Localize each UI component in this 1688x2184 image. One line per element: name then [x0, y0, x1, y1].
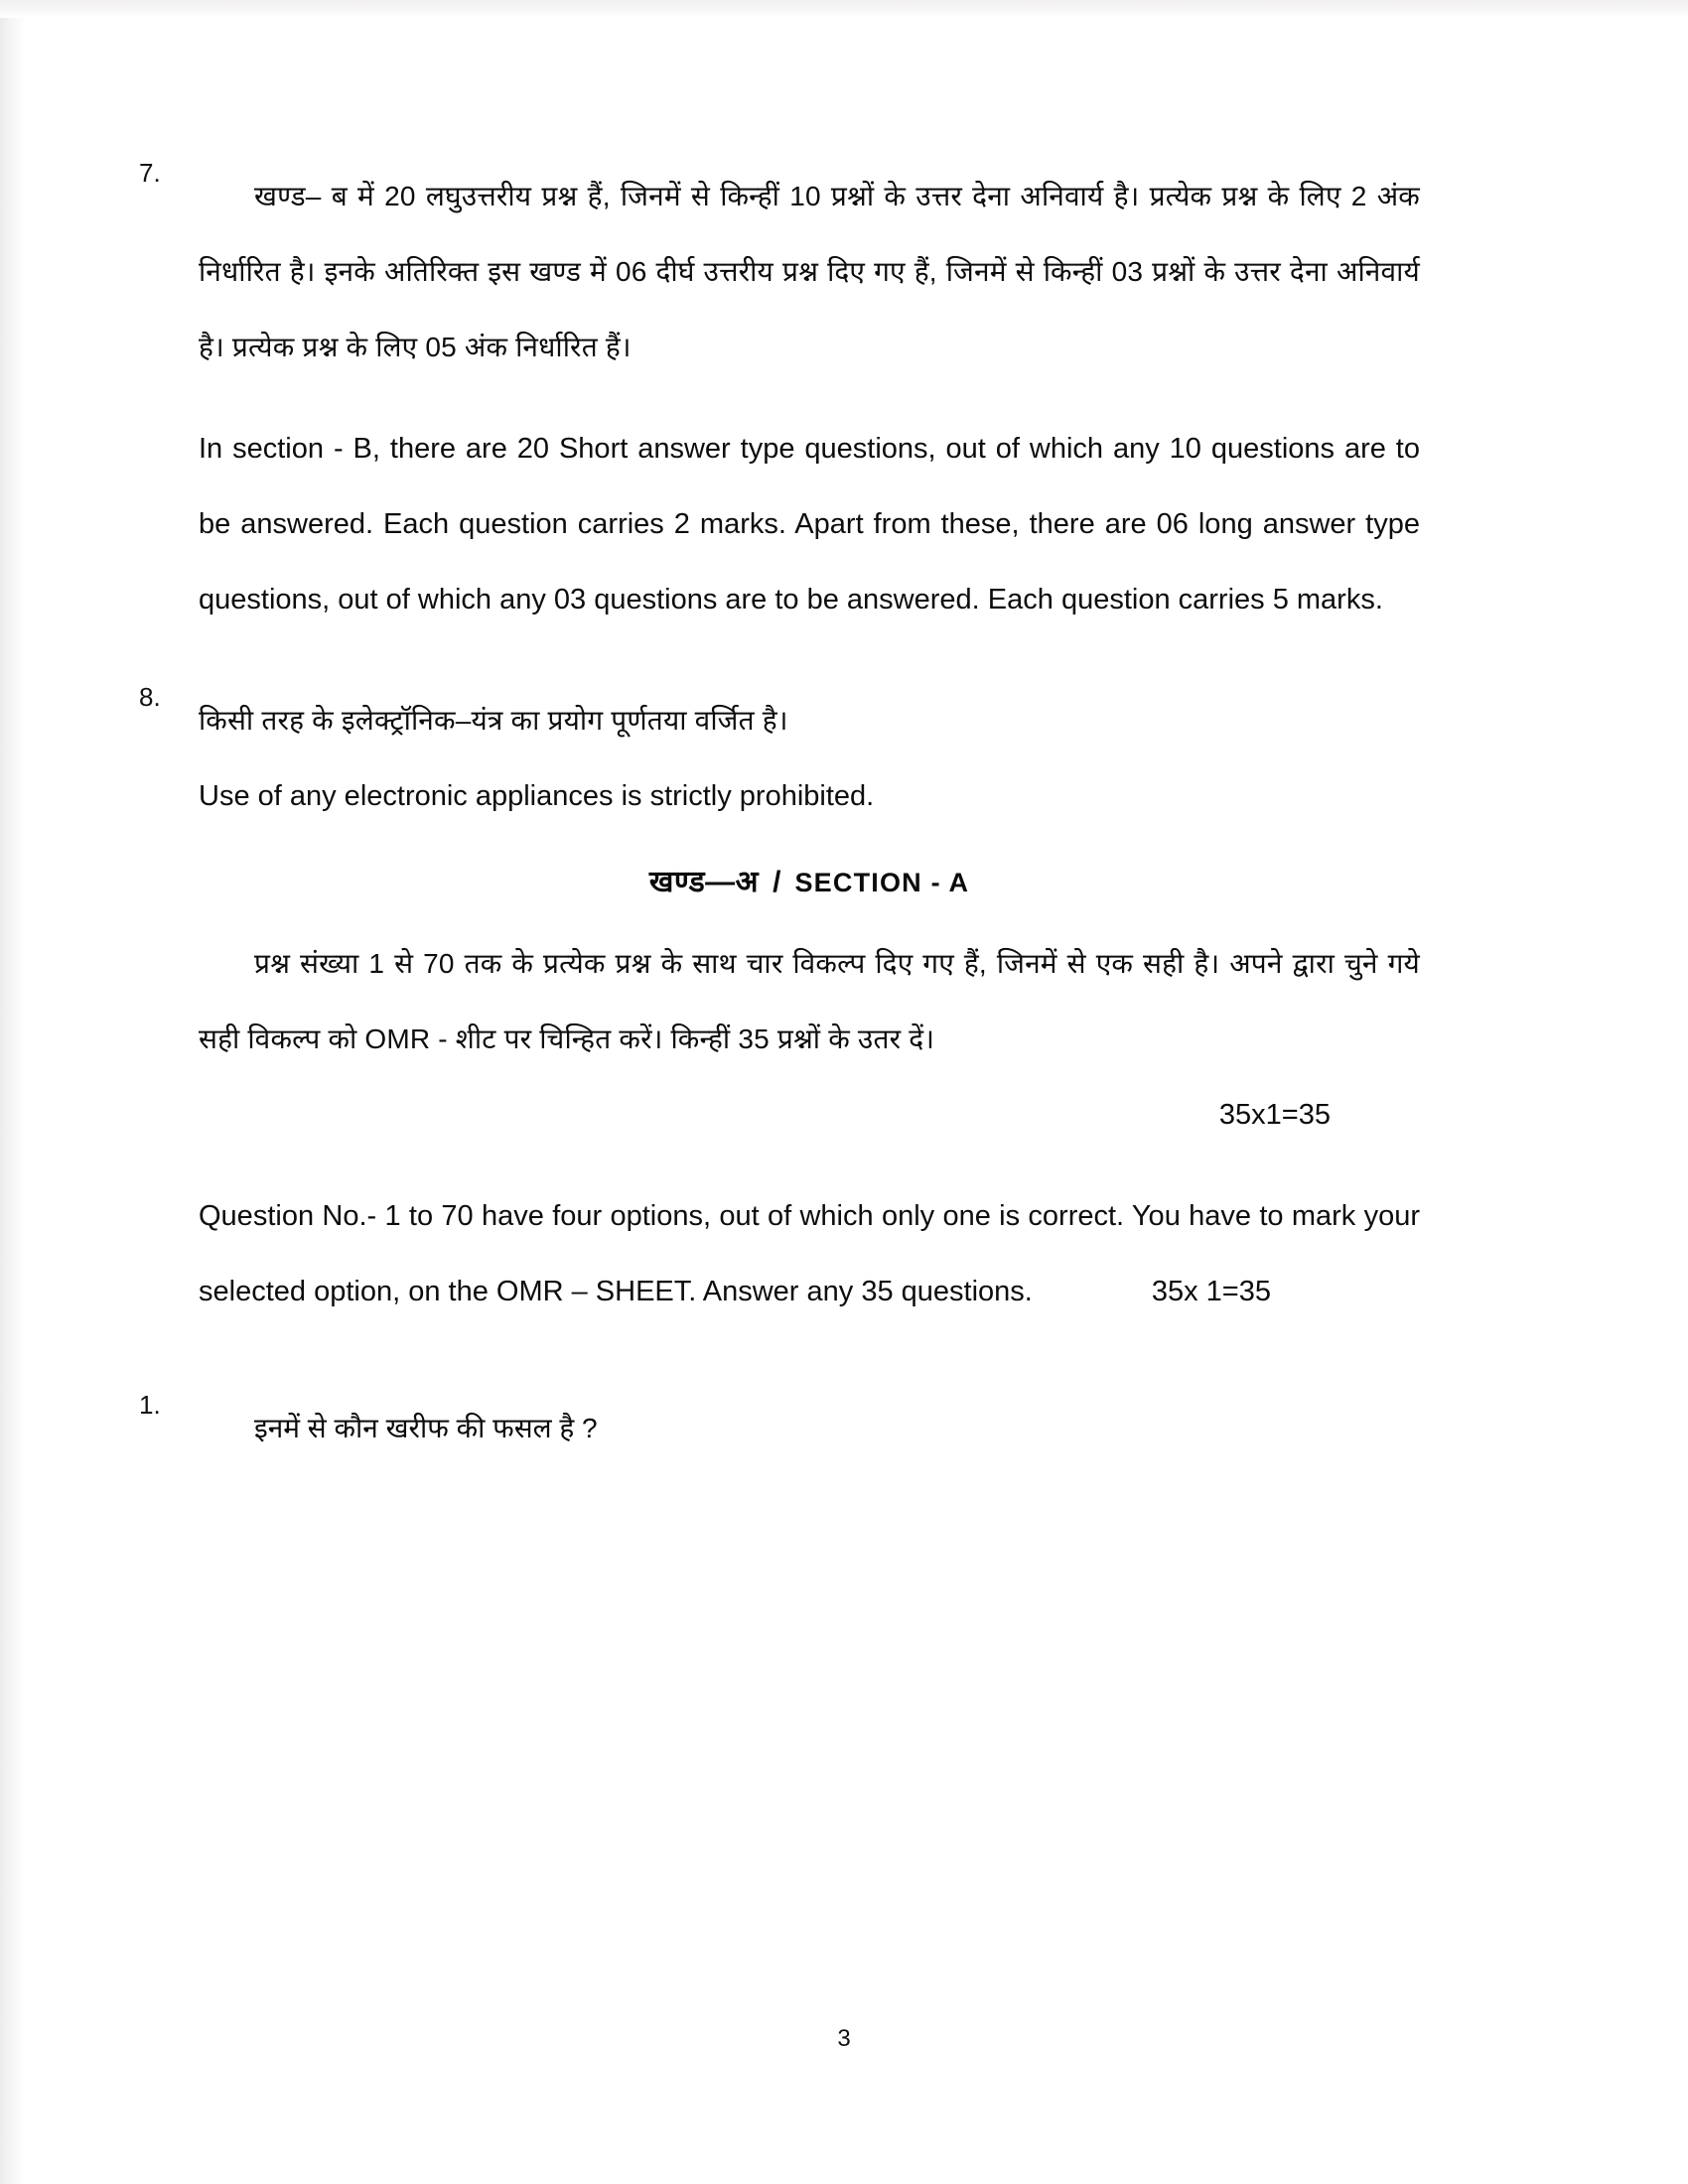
question-1-text: इनमें से कौन खरीफ की फसल है ?: [254, 1413, 598, 1443]
instruction-item-8: [139, 682, 1420, 834]
question-number-1: 1.: [139, 1390, 161, 1420]
instruction-7-english: In section - B, there are 20 Short answer type questions, out of which any 10 questions are to be answered. Each question carries 2 marks. Apart from these, there are 06 long answer type questions, out of which any 03 questions are to be answered. Each question carries 5 marks.: [199, 433, 1420, 615]
spacer: [199, 637, 1420, 683]
section-directions-english: Question No.- 1 to 70 have four options, out of which only one is correct. You have to mark your selected option, on the OMR – SHEET. Answer any 35 questions.: [199, 1200, 1420, 1307]
spacer: [199, 1329, 1420, 1375]
question-item-1: [139, 1390, 1420, 1466]
instruction-item-7: [139, 158, 1420, 385]
instruction-number-8: 8.: [139, 682, 161, 712]
spacer: [199, 1153, 1420, 1178]
spacer: [199, 385, 1420, 411]
scan-edge-top: [0, 0, 1688, 18]
instruction-number-7: 7.: [139, 158, 161, 188]
instruction-8-hindi: किसी तरह के इलेक्ट्रॉनिक–यंत्र का प्रयोग पूर्णतया वर्जित है।: [199, 705, 788, 736]
instruction-7-hindi: खण्ड– ब में 20 लघुउत्तरीय प्रश्न हैं, जिनमें से किन्हीं 10 प्रश्नों के उत्तर देना अनिवार्य है। प्रत्येक प्रश्न के लिए 2 अंक निर्धारित है। इनके अतिरिक्त इस खण्ड में 06 दीर्घ उत्तरीय प्रश्न दिए गए हैं, जिनमें से किन्हीं 03 प्रश्नों के उत्तर देना अनिवार्य है। प्रत्येक प्रश्न के लिए 05 अंक निर्धारित हैं।: [199, 181, 1420, 362]
section-directions-hindi-row: [199, 926, 1420, 1077]
instruction-7-english-block: [199, 411, 1420, 637]
section-directions-english-marks: 35x 1=35: [1151, 1276, 1271, 1307]
page-number: 3: [837, 2025, 851, 2052]
section-heading: [199, 860, 1420, 900]
spacer: [199, 900, 1420, 926]
section-heading-english: SECTION - A: [794, 868, 970, 897]
section-heading-hindi: खण्ड—अ: [648, 866, 760, 898]
page-content: [139, 158, 1420, 1466]
section-heading-separator: /: [773, 866, 781, 898]
section-directions-hindi: प्रश्न संख्या 1 से 70 तक के प्रत्येक प्रश्न के साथ चार विकल्प दिए गए हैं, जिनमें से एक सही है। अपने द्वारा चुने गये सही विकल्प को OMR - शीट पर चिन्हित करें। किन्हीं 35 प्रश्नों के उतर दें।: [199, 948, 1420, 1054]
section-directions-hindi-marks: 35x1=35: [1218, 1099, 1331, 1131]
instruction-8-english: Use of any electronic appliances is strictly prohibited.: [199, 780, 875, 812]
spacer: [199, 834, 1420, 860]
scan-edge-left: [0, 0, 26, 2184]
